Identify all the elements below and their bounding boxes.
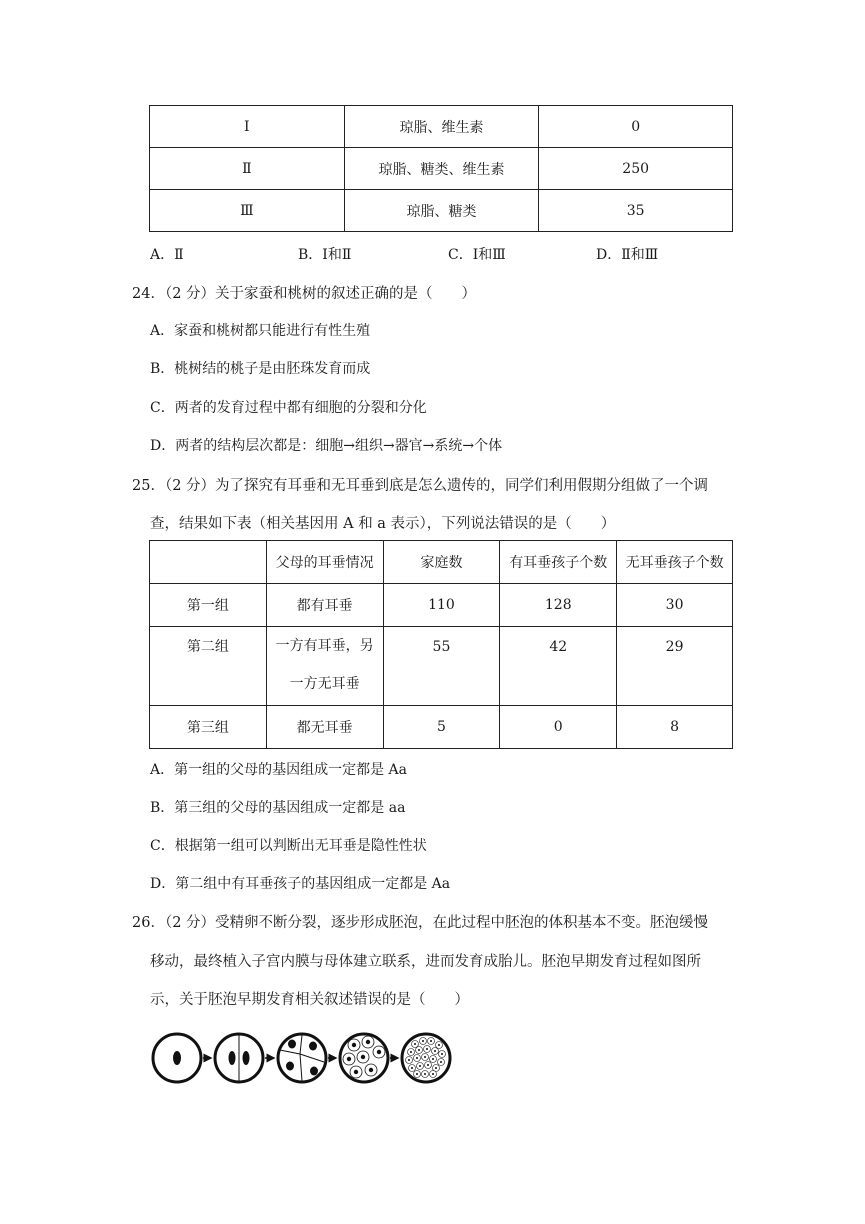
with-earlobe-cell: 0 bbox=[500, 706, 617, 749]
table-cell: 35 bbox=[539, 190, 733, 232]
q23-option-d[interactable]: D．Ⅱ和Ⅲ bbox=[596, 247, 659, 263]
parents-line2: 一方无耳垂 bbox=[289, 676, 360, 692]
without-earlobe-cell: 29 bbox=[617, 627, 733, 706]
q24-option-c[interactable]: C．两者的发育过程中都有细胞的分裂和分化 bbox=[150, 400, 427, 416]
q23-option-a[interactable]: A．Ⅱ bbox=[150, 247, 184, 263]
with-earlobe-cell: 42 bbox=[500, 627, 617, 706]
table-cell: Ⅰ bbox=[150, 106, 345, 148]
table-row bbox=[150, 584, 733, 627]
q25-option-b[interactable]: B．第三组的父母的基因组成一定都是 aa bbox=[150, 800, 406, 816]
group-cell: 第三组 bbox=[150, 706, 267, 749]
q25-option-a[interactable]: A．第一组的父母的基因组成一定都是 Aa bbox=[150, 762, 408, 778]
q25-stem-line2: 查，结果如下表（相关基因用 A 和 a 表示），下列说法错误的是（ ） bbox=[150, 516, 616, 532]
group-cell: 第二组 bbox=[150, 627, 267, 706]
table-cell: 琼脂、维生素 bbox=[344, 106, 539, 148]
q25-option-c[interactable]: C．根据第一组可以判断出无耳垂是隐性性状 bbox=[150, 838, 427, 854]
blastocyst-icon bbox=[402, 1034, 450, 1082]
table-row bbox=[150, 106, 733, 148]
q24-option-b[interactable]: B．桃树结的桃子是由胚珠发育而成 bbox=[150, 361, 371, 377]
table-header: 父母的耳垂情况 bbox=[266, 541, 383, 584]
families-cell: 55 bbox=[383, 627, 500, 706]
without-earlobe-cell: 30 bbox=[617, 584, 733, 627]
families-cell: 5 bbox=[383, 706, 500, 749]
q25-option-d[interactable]: D．第二组中有耳垂孩子的基因组成一定都是 Aa bbox=[150, 876, 451, 892]
parents-line1: 一方有耳垂，另 bbox=[275, 638, 374, 654]
table-row bbox=[150, 627, 733, 706]
parents-cell: 都无耳垂 bbox=[266, 706, 383, 749]
table-header: 有耳垂孩子个数 bbox=[500, 541, 617, 584]
table-header: 家庭数 bbox=[383, 541, 500, 584]
table-cell: Ⅱ bbox=[150, 148, 345, 190]
multi-cell-icon bbox=[340, 1034, 388, 1082]
q26-stem-line1: 26．（2 分）受精卵不断分裂，逐步形成胚泡，在此过程中胚泡的体积基本不变。胚泡缓慢 bbox=[132, 915, 709, 931]
zygote-icon bbox=[153, 1034, 201, 1082]
table-header bbox=[150, 541, 267, 584]
table-row bbox=[150, 190, 733, 232]
q24-option-a[interactable]: A．家蚕和桃树都只能进行有性生殖 bbox=[150, 323, 371, 339]
table-row bbox=[150, 706, 733, 749]
parents-cell: 都有耳垂 bbox=[266, 584, 383, 627]
two-cell-icon bbox=[215, 1034, 263, 1082]
table-header: 无耳垂孩子个数 bbox=[617, 541, 733, 584]
without-earlobe-cell: 8 bbox=[617, 706, 733, 749]
embryo-development-figure bbox=[150, 1028, 480, 1088]
table-cell: 琼脂、糖类 bbox=[344, 190, 539, 232]
parents-cell bbox=[266, 627, 383, 706]
table-cell: 0 bbox=[539, 106, 733, 148]
with-earlobe-cell: 128 bbox=[500, 584, 617, 627]
group-cell: 第一组 bbox=[150, 584, 267, 627]
families-cell: 110 bbox=[383, 584, 500, 627]
culture-medium-table bbox=[149, 105, 733, 232]
q23-option-b[interactable]: B．Ⅰ和Ⅱ bbox=[298, 247, 352, 263]
q26-stem-line3: 示，关于胚泡早期发育相关叙述错误的是（ ） bbox=[150, 992, 469, 1008]
table-cell: 琼脂、糖类、维生素 bbox=[344, 148, 539, 190]
q25-stem-line1: 25．（2 分）为了探究有耳垂和无耳垂到底是怎么遗传的，同学们利用假期分组做了一个调 bbox=[132, 478, 709, 494]
q26-stem-line2: 移动，最终植入子宫内膜与母体建立联系，进而发育成胎儿。胚泡早期发育过程如图所 bbox=[150, 954, 701, 970]
q23-option-c[interactable]: C．Ⅰ和Ⅲ bbox=[448, 247, 506, 263]
q23-options bbox=[150, 244, 750, 264]
earlobe-survey-table bbox=[149, 540, 733, 749]
table-cell: 250 bbox=[539, 148, 733, 190]
table-cell: Ⅲ bbox=[150, 190, 345, 232]
table-row bbox=[150, 148, 733, 190]
q24-stem: 24．（2 分）关于家蚕和桃树的叙述正确的是（ ） bbox=[132, 286, 477, 302]
four-cell-icon bbox=[278, 1034, 326, 1082]
q24-option-d[interactable]: D．两者的结构层次都是：细胞→组织→器官→系统→个体 bbox=[150, 438, 503, 454]
table-header-row bbox=[150, 541, 733, 584]
